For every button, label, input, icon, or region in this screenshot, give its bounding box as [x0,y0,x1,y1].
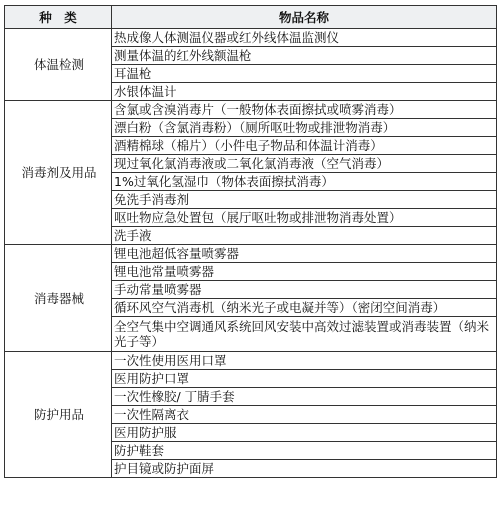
category-cell: 体温检测 [5,29,112,101]
category-cell: 消毒剂及用品 [5,101,112,245]
item-cell: 呕吐物应急处置包（展厅呕吐物或排泄物消毒处置） [112,209,497,227]
item-cell: 漂白粉（含氯消毒粉）（厕所呕吐物或排泄物消毒） [112,119,497,137]
header-row [5,6,497,29]
item-cell: 一次性橡胶/ 丁腈手套 [112,388,497,406]
item-cell: 锂电池常量喷雾器 [112,263,497,281]
item-cell: 医用防护服 [112,424,497,442]
item-cell: 一次性隔离衣 [112,406,497,424]
item-cell: 洗手液 [112,227,497,245]
item-cell: 耳温枪 [112,65,497,83]
item-cell: 防护鞋套 [112,442,497,460]
item-cell: 酒精棉球（棉片）（小件电子物品和体温计消毒） [112,137,497,155]
supplies-table [4,5,497,478]
table-row [5,29,497,47]
category-cell: 消毒器械 [5,245,112,352]
item-cell: 一次性使用医用口罩 [112,352,497,370]
item-cell: 全空气集中空调通风系统回风安装中高效过滤装置或消毒装置（纳米光子等） [112,317,497,352]
item-cell: 含氯或含溴消毒片（一般物体表面擦拭或喷雾消毒） [112,101,497,119]
item-cell: 免洗手消毒剂 [112,191,497,209]
item-cell: 锂电池超低容量喷雾器 [112,245,497,263]
table-row [5,245,497,263]
item-cell: 水银体温计 [112,83,497,101]
category-cell: 防护用品 [5,352,112,478]
item-cell: 循环风空气消毒机（纳米光子或电凝并等）（密闭空间消毒） [112,299,497,317]
table-row [5,101,497,119]
item-cell: 手动常量喷雾器 [112,281,497,299]
item-cell: 医用防护口罩 [112,370,497,388]
item-cell: 测量体温的红外线额温枪 [112,47,497,65]
item-cell: 护目镜或防护面屏 [112,460,497,478]
item-cell: 1%过氧化氢湿巾（物体表面擦拭消毒） [112,173,497,191]
header-category: 种 类 [5,6,112,29]
table-row [5,352,497,370]
header-item-name: 物品名称 [112,6,497,29]
item-cell: 现过氧化氯消毒液或二氧化氯消毒液（空气消毒） [112,155,497,173]
item-cell: 热成像人体测温仪器或红外线体温监测仪 [112,29,497,47]
